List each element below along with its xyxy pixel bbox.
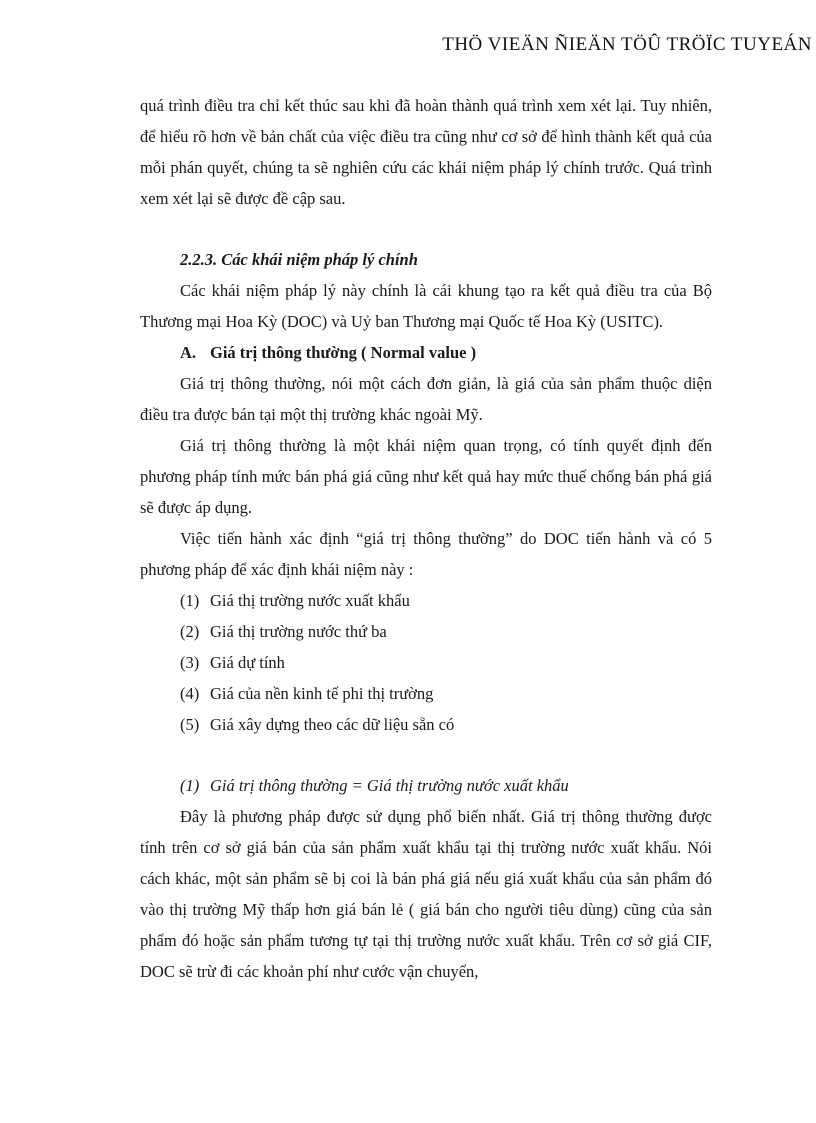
list-item	[140, 616, 712, 647]
list-item	[140, 585, 712, 616]
subheading-text: Giá trị thông thường = Giá thị trường nước xuất khẩu	[210, 776, 569, 795]
list-item-number: (3)	[180, 653, 200, 672]
list-item-number: (5)	[180, 715, 200, 734]
list-item-text: Giá dự tính	[210, 653, 285, 672]
section-title: 2.2.3. Các khái niệm pháp lý chính	[180, 250, 418, 269]
document-body	[140, 90, 712, 987]
list-item-number: (1)	[180, 591, 200, 610]
heading-normal-value	[140, 337, 712, 368]
running-header: THÖ VIEÄN ÑIEÄN TÖÛ TRÖÏC TUYEÁN	[442, 34, 812, 55]
normal-value-paragraph-2: Giá trị thông thường là một khái niệm quan trọng, có tính quyết định đến phương pháp tính mức bán phá giá cũng như kết quả hay mức thuế chống bán phá giá sẽ được áp dụng.	[140, 436, 712, 517]
subheading-number: (1)	[180, 776, 200, 795]
intro-paragraph: quá trình điều tra chỉ kết thúc sau khi đã hoàn thành quá trình xem xét lại. Tuy nhiên, để hiểu rõ hơn về bản chất của việc điều tra cũng như cơ sở để hình thành kết quả của mỗi phán quyết, chúng ta sẽ nghiên cứu các khái niệm pháp lý chính trước. Quá trình xem xét lại sẽ được đề cập sau.	[140, 96, 712, 208]
list-item-number: (4)	[180, 684, 200, 703]
heading-letter: A.	[180, 343, 197, 362]
heading-text: Giá trị thông thường ( Normal value )	[210, 343, 477, 362]
list-item-number: (2)	[180, 622, 200, 641]
list-item-text: Giá thị trường nước thứ ba	[210, 622, 387, 641]
list-item-text: Giá của nền kinh tế phi thị trường	[210, 684, 434, 703]
normal-value-paragraph-3: Việc tiến hành xác định “giá trị thông thường” do DOC tiến hành và có 5 phương pháp để xác định khái niệm này :	[140, 529, 712, 579]
list-item	[140, 678, 712, 709]
list-item	[140, 709, 712, 740]
list-item-text: Giá thị trường nước xuất khẩu	[210, 591, 410, 610]
subheading-method-1	[140, 770, 712, 801]
list-item-text: Giá xây dựng theo các dữ liệu sẵn có	[210, 715, 455, 734]
final-paragraph: Đây là phương pháp được sử dụng phổ biến nhất. Giá trị thông thường được tính trên cơ sở giá bán của sản phẩm xuất khẩu tại thị trường nước xuất khẩu. Nói cách khác, một sản phẩm sẽ bị coi là bán phá giá nếu giá xuất khẩu của sản phẩm đó vào thị trường Mỹ thấp hơn giá bán lẻ ( giá bán cho người tiêu dùng) cũng của sản phẩm đó hoặc sản phẩm tương tự tại thị trường nước xuất khẩu. Trên cơ sở giá CIF, DOC sẽ trừ đi các khoản phí như cước vận chuyển,	[140, 807, 712, 981]
list-item	[140, 647, 712, 678]
section-paragraph: Các khái niệm pháp lý này chính là cái khung tạo ra kết quả điều tra của Bộ Thương mại Hoa Kỳ (DOC) và Uỷ ban Thương mại Quốc tế Hoa Kỳ (USITC).	[140, 281, 712, 331]
methods-list	[140, 585, 712, 740]
normal-value-paragraph-1: Giá trị thông thường, nói một cách đơn giản, là giá của sản phẩm thuộc diện điều tra được bán tại một thị trường khác ngoài Mỹ.	[140, 374, 712, 424]
